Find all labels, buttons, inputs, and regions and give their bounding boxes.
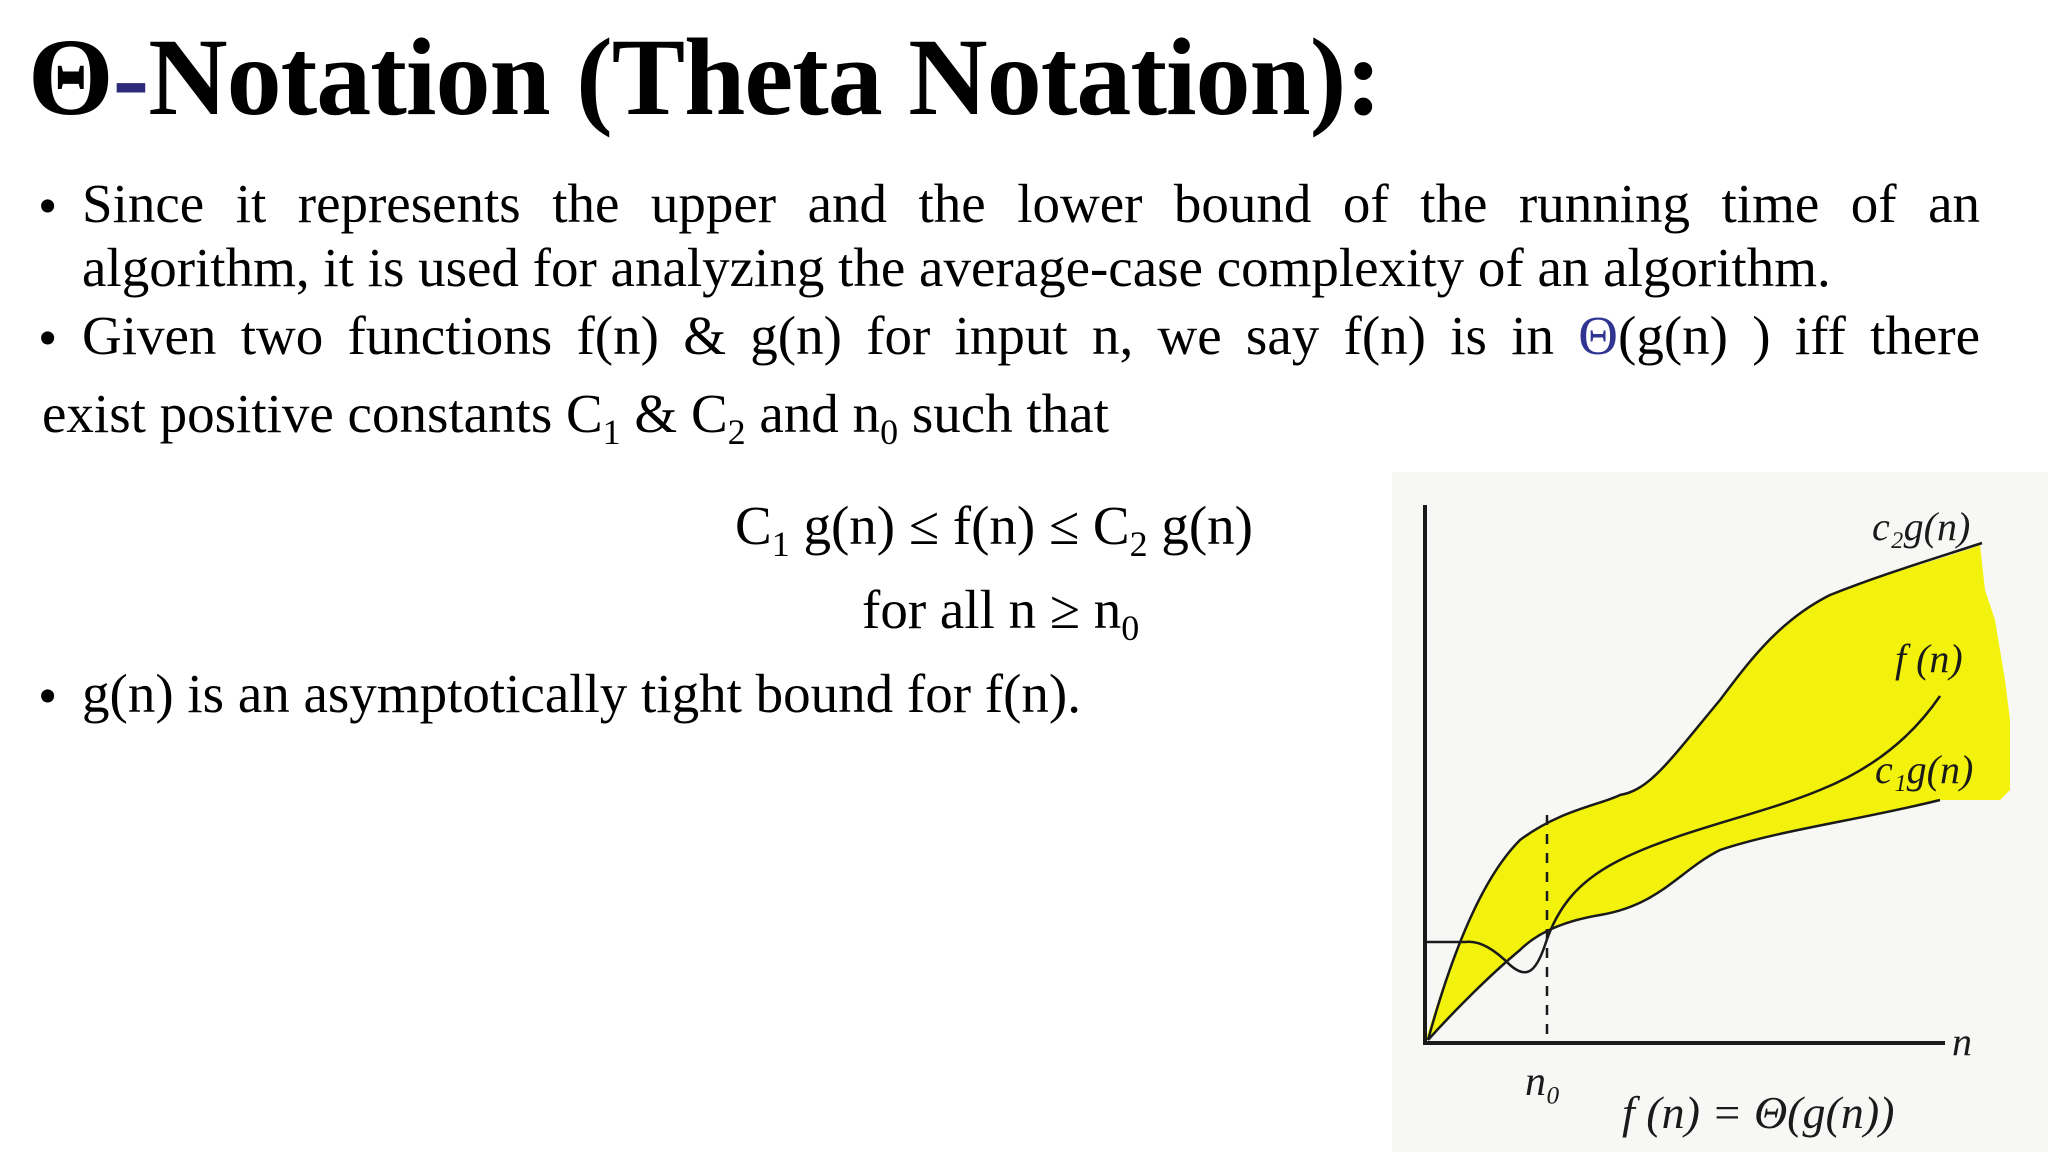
figure-caption: f (n) = Θ(g(n)) (1622, 1087, 1895, 1138)
for-all-sub: 0 (1121, 608, 1140, 648)
label-c2g: c₂g(n) (1872, 504, 1971, 549)
bullet-2-text-a: Given two functions f(n) & g(n) for input n, we say f(n) is in (82, 305, 1579, 366)
label-f: f (n) (1895, 636, 1963, 681)
for-all-text: for all n ≥ n (862, 579, 1122, 640)
bullet-2-text-b: (g(n) ) iff there (1618, 305, 1980, 366)
formula-c1: C (735, 495, 772, 556)
bullet-3: g(n) is an asymptotically tight bound for f(n). (82, 663, 1081, 724)
bullet-2-line-2-b: & C (620, 383, 728, 444)
title-dash: - (112, 16, 149, 138)
title-text: Notation (Theta Notation): (148, 16, 1381, 138)
bullet-dot-2: • (38, 307, 58, 368)
label-n0: n₀ (1525, 1059, 1561, 1105)
theta-symbol: Θ (28, 16, 113, 138)
bullet-2-line-2-a: exist positive constants C (42, 383, 603, 444)
bullet-2-theta: Θ (1578, 305, 1619, 366)
formula-middle: g(n) ≤ f(n) ≤ C (789, 495, 1130, 556)
sub-c2: 2 (727, 412, 746, 452)
formula-end: g(n) (1147, 495, 1253, 556)
bullet-1-line-2: algorithm, it is used for analyzing the average-case complexity of an algorithm. (82, 237, 1831, 298)
label-c1g: c₁g(n) (1875, 747, 1974, 792)
bullet-2-line-2-d: such that (898, 383, 1109, 444)
label-n: n (1952, 1019, 1972, 1064)
bullet-2-line-2-c: and n (745, 383, 881, 444)
sub-n0: 0 (880, 412, 899, 452)
formula-c1-sub: 1 (771, 524, 790, 564)
formula-c2-sub: 2 (1129, 524, 1148, 564)
bullet-dot-3: • (38, 665, 58, 726)
bullet-1-line-1: Since it represents the upper and the lower bound of the running time of an (82, 173, 1980, 234)
bullet-dot-1: • (38, 175, 58, 236)
sub-c1: 1 (602, 412, 621, 452)
